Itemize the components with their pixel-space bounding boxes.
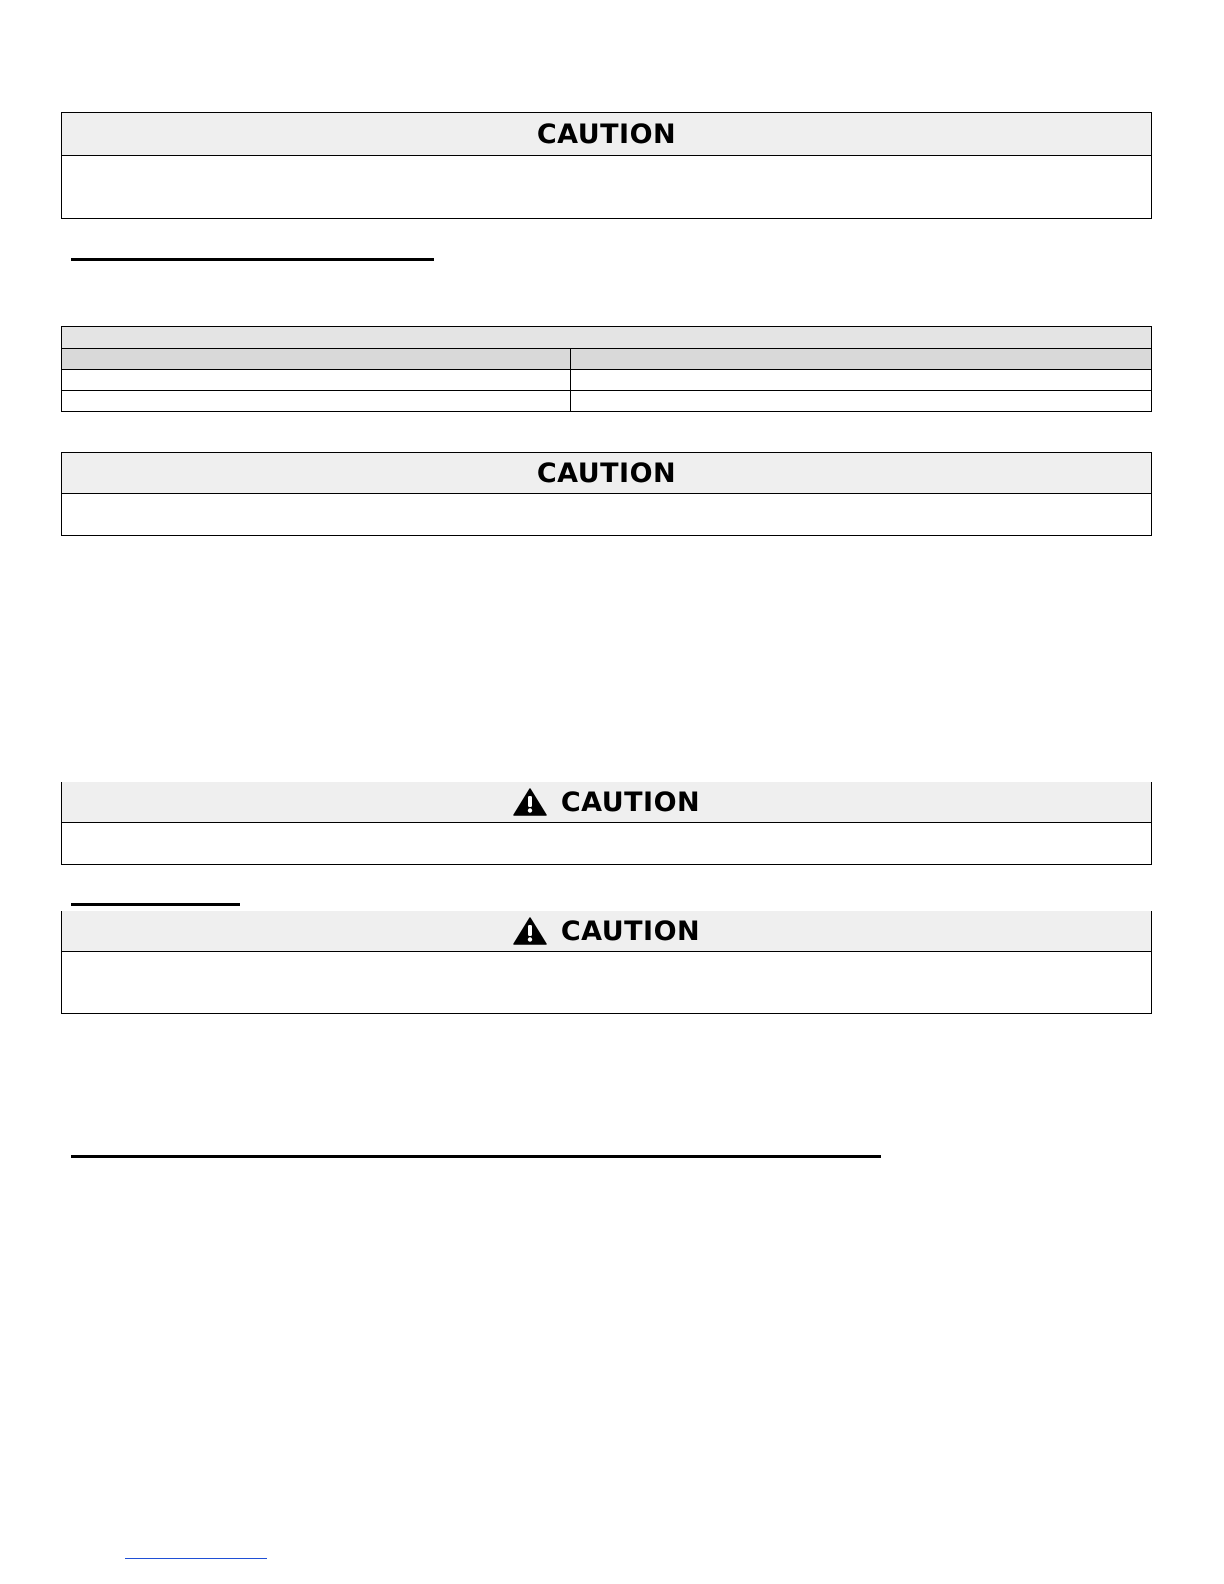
table-header-cell	[62, 349, 571, 370]
table-title-row	[62, 327, 1152, 349]
caution-title: CAUTION	[536, 118, 677, 150]
caution-box-1	[61, 112, 1152, 219]
caution-title: CAUTION	[560, 915, 701, 947]
caution-box-4	[61, 911, 1152, 1014]
caution-header	[62, 782, 1151, 823]
table-header-cell	[571, 349, 1152, 370]
section-heading-underline	[71, 903, 240, 906]
footer-link-underline[interactable]	[125, 1558, 267, 1559]
table-cell	[571, 391, 1152, 412]
warning-triangle-icon	[513, 788, 547, 816]
caution-box-3	[61, 782, 1152, 865]
table-cell	[571, 370, 1152, 391]
table-cell	[62, 391, 571, 412]
table-header-row	[62, 349, 1152, 370]
table-row	[62, 391, 1152, 412]
caution-header	[62, 453, 1151, 494]
warning-triangle-icon	[513, 917, 547, 945]
spec-table	[61, 326, 1152, 412]
caution-title: CAUTION	[536, 457, 677, 489]
caution-header	[62, 113, 1151, 156]
table-title-cell	[62, 327, 1152, 349]
table-row	[62, 370, 1152, 391]
caution-header	[62, 911, 1151, 952]
section-heading-underline	[71, 258, 434, 261]
caution-title: CAUTION	[560, 786, 701, 818]
table-cell	[62, 370, 571, 391]
section-heading-underline	[71, 1155, 881, 1158]
caution-box-2	[61, 452, 1152, 536]
